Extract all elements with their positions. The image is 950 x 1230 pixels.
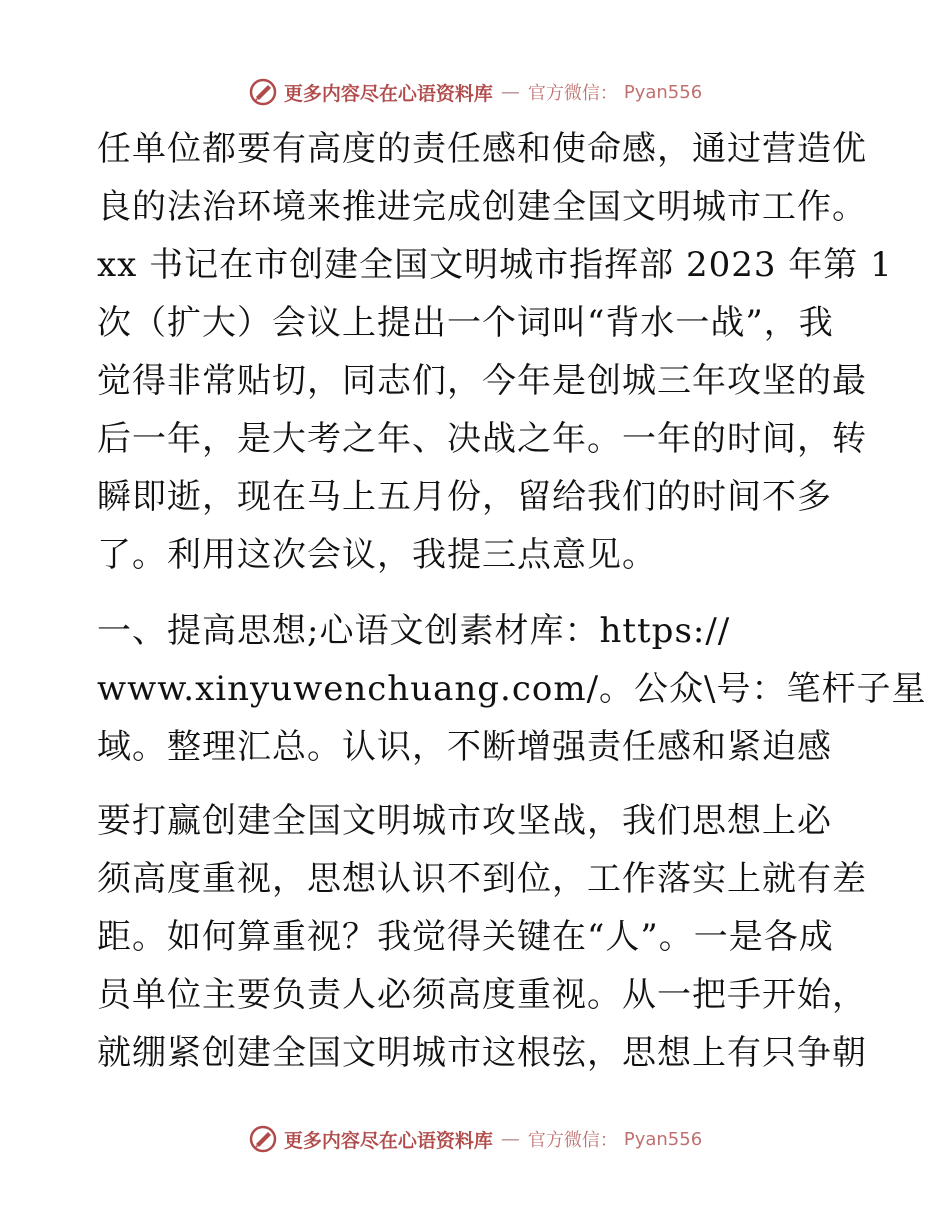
section-heading-line: 一、提高思想;心语文创素材库：https:// xyxy=(97,611,731,651)
watermark-group xyxy=(248,77,702,107)
body-line: 良的法治环境来推进完成创建全国文明城市工作。 xyxy=(97,187,867,227)
body-line: 瞬即逝，现在马上五月份，留给我们的时间不多 xyxy=(97,477,832,517)
body-line: 域。整理汇总。认识，不断增强责任感和紧迫感 xyxy=(97,727,832,767)
body-line: 须高度重视，思想认识不到位，工作落实上就有差 xyxy=(97,859,867,899)
body-line: 就绷紧创建全国文明城市这根弦，思想上有只争朝 xyxy=(97,1033,867,1073)
body-line: 距。如何算重视？我觉得关键在“人”。一是各成 xyxy=(97,917,834,957)
body-line: 次（扩大）会议上提出一个词叫“背水一战”，我 xyxy=(97,303,834,343)
watermark-group xyxy=(248,1124,702,1154)
watermark-separator: — xyxy=(500,1128,520,1150)
body-line: 要打赢创建全国文明城市攻坚战，我们思想上必 xyxy=(97,801,832,841)
brand-logo-icon xyxy=(248,1124,278,1154)
body-line: 员单位主要负责人必须高度重视。从一把手开始， xyxy=(97,975,867,1015)
brand-logo-icon xyxy=(248,77,278,107)
watermark-wechat-label: 官方微信： xyxy=(527,1130,618,1151)
body-line: www.xinyuwenchuang.com/。公众\号：笔杆子星 xyxy=(97,669,927,709)
watermark-brand-text: 更多内容尽在心语资料库 xyxy=(283,82,493,105)
body-line: 后一年，是大考之年、决战之年。一年的时间，转 xyxy=(97,419,867,459)
watermark-wechat-id: Pyan556 xyxy=(623,1128,703,1150)
body-line: xx 书记在市创建全国文明城市指挥部 2023 年第 1 xyxy=(97,245,893,285)
body-line: 了。利用这次会议，我提三点意见。 xyxy=(97,535,657,575)
watermark-separator: — xyxy=(500,81,520,103)
footer-watermark xyxy=(0,1119,950,1159)
watermark-wechat-label: 官方微信： xyxy=(527,83,618,104)
watermark-brand-text: 更多内容尽在心语资料库 xyxy=(283,1129,493,1152)
watermark-wechat-id: Pyan556 xyxy=(623,81,703,103)
body-line: 任单位都要有高度的责任感和使命感，通过营造优 xyxy=(97,129,867,169)
body-line: 觉得非常贴切，同志们，今年是创城三年攻坚的最 xyxy=(97,361,867,401)
header-watermark xyxy=(0,72,950,112)
